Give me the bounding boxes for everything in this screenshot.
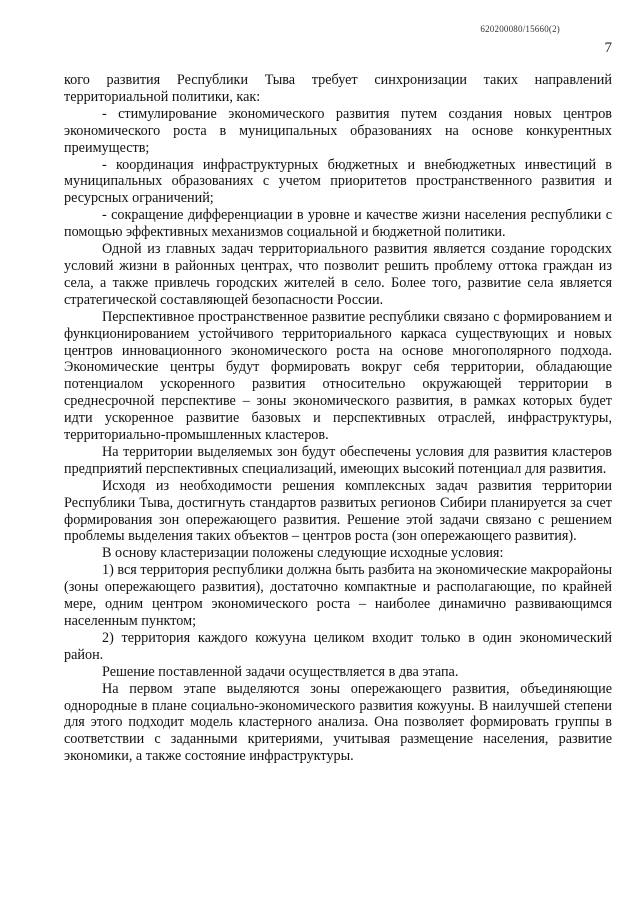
- condition-item-2: 2) территория каждого кожууна целиком входит только в один экономический район.: [64, 629, 612, 663]
- document-body: [64, 72, 612, 765]
- paragraph-continuation: кого развития Республики Тыва требует синхронизации таких направлений территориальной политики, как:: [64, 72, 612, 105]
- document-id: 620200080/15660(2): [480, 24, 560, 34]
- list-item-reduction: - сокращение дифференциации в уровне и качестве жизни населения республики с помощью эффективных механизмов социальной и бюджетной политики.: [64, 207, 612, 241]
- list-item-coordination: - координация инфраструктурных бюджетных и внебюджетных инвестиций в муниципальных образованиях с учетом приоритетов пространственного развития и ресурсных ограничений;: [64, 156, 612, 207]
- paragraph-two-stages: Решение поставленной задачи осуществляется в два этапа.: [102, 663, 459, 680]
- paragraph-clustering-basis: В основу кластеризации положены следующие исходные условия:: [102, 545, 504, 562]
- paragraph-first-stage: На первом этапе выделяются зоны опережающего развития, объединяющие однородные в плане социально-экономического развития кожууны. В наилучшей степени для этого подходит модель кластерного анализа. Она позволяет формировать группы в соответствии с заданными критериями, учитывая размещение населения, развитие экономики, а также состояние инфраструктуры.: [64, 680, 612, 765]
- paragraph-spatial-development: Перспективное пространственное развитие республики связано с формированием и функционированием устойчивого территориального каркаса существующих и новых центров инновационного экономического роста на основе многополярного подхода. Экономические центры будут формировать вокруг себя территории, обладающие потенциалом ускоренного развития относительно окружающей территории в среднесрочной перспективе – зоны экономического развития, в рамках которых будет идти ускоренное развитие базовых и перспективных отраслей, инфраструктуры, территориально-промышленных кластеров.: [64, 308, 612, 444]
- paragraph-zone-conditions: На территории выделяемых зон будут обеспечены условия для развития кластеров предприятий перспективных специализаций, имеющих высокий потенциал для развития.: [64, 443, 612, 477]
- condition-item-1: 1) вся территория республики должна быть разбита на экономические макрорайоны (зоны опережающего развития), достаточно компактные и располагающие, по крайней мере, одним центром экономического роста – наиболее динамично развивающимся населенным пунктом;: [64, 562, 612, 629]
- paragraph-complex-tasks: Исходя из необходимости решения комплексных задач развития территории Республики Тыва, достигнуть стандартов развитых регионов Сибири планируется за счет формирования зон опережающего развития. Решение этой задачи связано с решением проблемы выделения таких объектов – центров роста (зон опережающего развития).: [64, 477, 612, 545]
- page-number: 7: [604, 40, 612, 56]
- paragraph-main-tasks: Одной из главных задач территориального развития является создание городских условий жизни в районных центрах, что позволит решить проблему оттока граждан из села, а также привлечь городских жителей в село. Более того, развитие села является стратегической составляющей безопасности России.: [64, 241, 612, 308]
- list-item-stimulation: - стимулирование экономического развития путем создания новых центров экономического роста в муниципальных образованиях на основе конкурентных преимуществ;: [64, 105, 612, 156]
